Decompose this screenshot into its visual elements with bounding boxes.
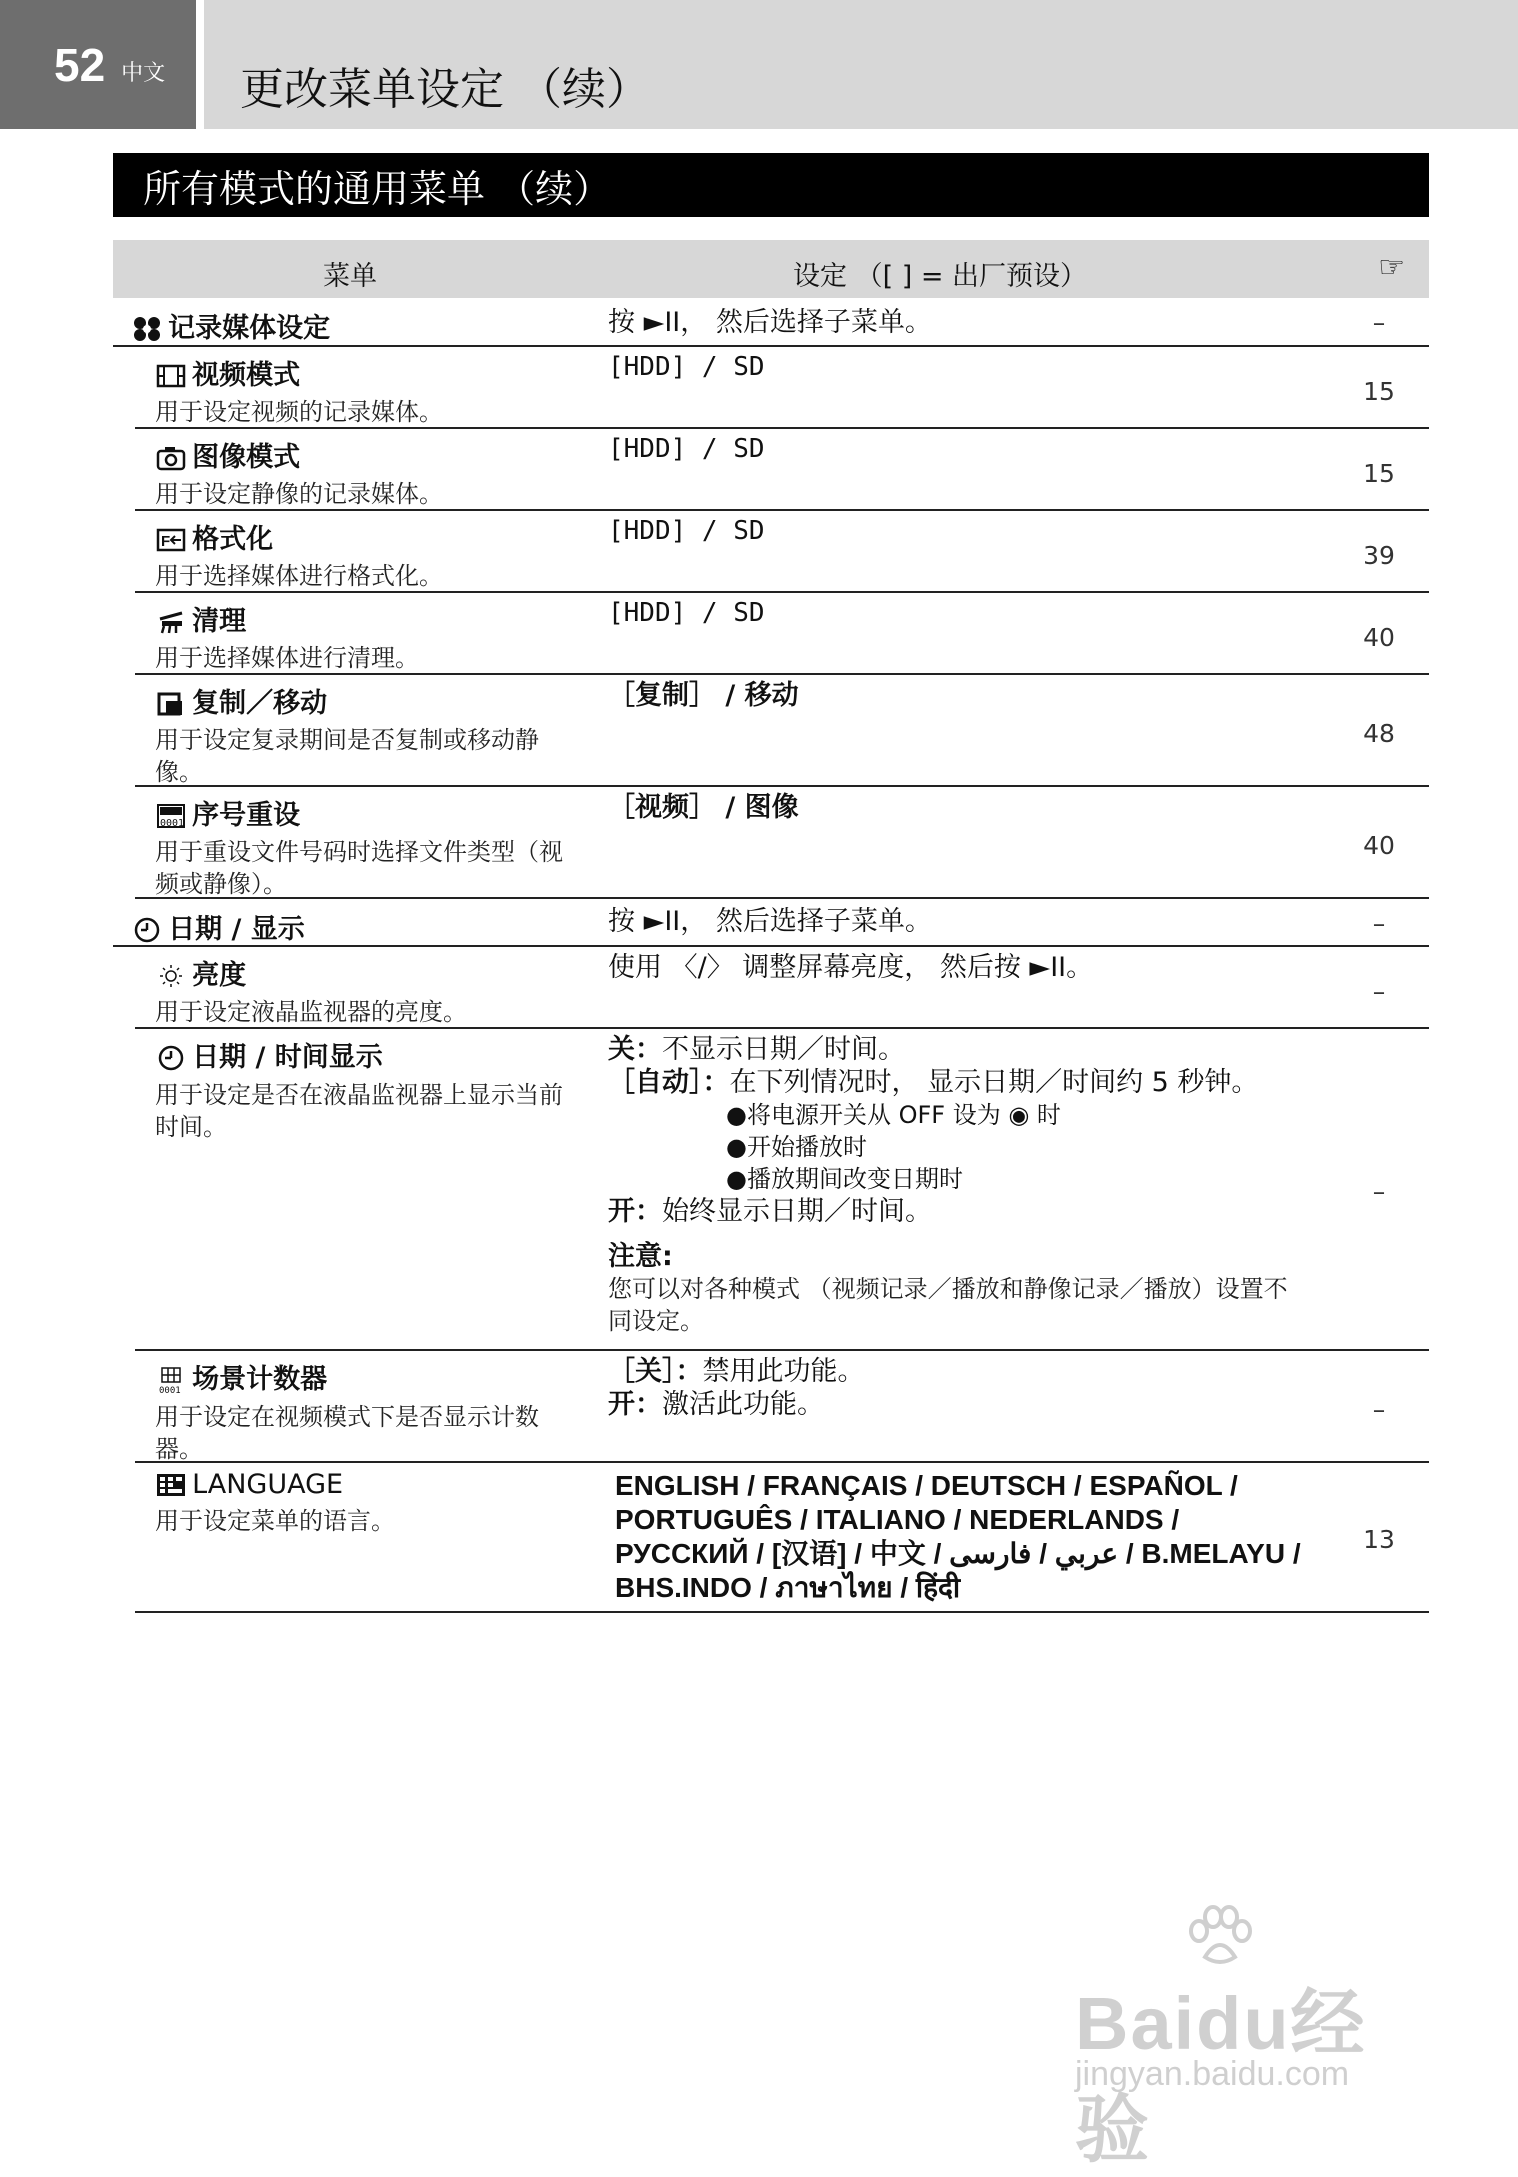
setting-text: [HDD] / SD — [608, 598, 765, 628]
watermark-logo: Baidu经验 — [1075, 1982, 1367, 2171]
film-icon — [155, 363, 187, 396]
menu-name: 亮度 — [192, 960, 247, 991]
page-ref: 39 — [1363, 541, 1395, 570]
page-language: 中文 — [121, 61, 166, 86]
language-icon — [155, 1472, 187, 1505]
table-row — [135, 1029, 1429, 1351]
option-label: 开： — [608, 1389, 662, 1420]
brush-icon — [155, 609, 187, 642]
page-ref: – — [1372, 909, 1386, 938]
option-text: 在下列情况时， 显示日期／时间约 5 秒钟。 — [729, 1067, 1259, 1098]
menu-description: 用于设定是否在液晶监视器上显示当前时间。 — [155, 1081, 563, 1141]
menu-name: 序号重设 — [192, 800, 301, 831]
menu-name: 视频模式 — [192, 360, 301, 391]
menu-description: 用于设定菜单的语言。 — [155, 1507, 395, 1535]
page-title: 更改菜单设定 （续） — [240, 63, 650, 115]
note-text: 您可以对各种模式 （视频记录／播放和静像记录／播放）设置不同设定。 — [608, 1275, 1288, 1335]
table-row — [135, 1351, 1429, 1463]
setting-text: [HDD] / SD — [608, 352, 765, 382]
bullet-item: ●开始播放时 — [726, 1133, 867, 1161]
menu-name: 图像模式 — [192, 442, 301, 473]
section-title: 所有模式的通用菜单 （续） — [143, 166, 612, 211]
menu-name: 场景计数器 — [192, 1364, 328, 1395]
menu-description: 用于设定复录期间是否复制或移动静像。 — [155, 726, 539, 786]
page-header — [204, 0, 1518, 129]
media-settings-icon — [131, 315, 163, 350]
language-list — [615, 1469, 1355, 1605]
table-header — [113, 240, 1429, 298]
menu-name: 记录媒体设定 — [168, 313, 331, 344]
table-row — [135, 593, 1429, 675]
language-line: ENGLISH / FRANÇAIS / DEUTSCH / ESPAÑOL / — [615, 1470, 1238, 1501]
page-number: 52 — [54, 38, 106, 91]
camera-icon — [155, 445, 187, 478]
table-row — [135, 429, 1429, 511]
menu-description: 用于设定静像的记录媒体。 — [155, 480, 443, 508]
copy-icon — [155, 691, 187, 724]
page-ref: 40 — [1363, 623, 1395, 652]
note-title: 注意: — [608, 1241, 673, 1272]
table-row — [135, 511, 1429, 593]
menu-name: 日期 / 显示 — [168, 914, 305, 945]
svg-text:0001: 0001 — [159, 1386, 181, 1394]
svg-text:0001: 0001 — [160, 818, 185, 829]
option-label: 开： — [608, 1196, 662, 1227]
section-bar — [113, 153, 1429, 217]
menu-name: LANGUAGE — [192, 1469, 344, 1500]
table-row — [113, 298, 1429, 347]
setting-text: 按 ►II， 然后选择子菜单。 — [608, 906, 932, 937]
page-ref: 15 — [1363, 377, 1395, 406]
setting-text: [HDD] / SD — [608, 434, 765, 464]
header-setting: 设定 （[ ] = 出厂预设） — [793, 261, 1088, 292]
option-text: 禁用此功能。 — [702, 1356, 865, 1387]
svg-text:F: F — [161, 533, 171, 550]
menu-description: 用于设定在视频模式下是否显示计数器。 — [155, 1403, 539, 1463]
table-row — [113, 899, 1429, 947]
page-number-block — [0, 0, 196, 129]
page-ref: 13 — [1363, 1525, 1395, 1554]
header-menu: 菜单 — [323, 261, 377, 292]
page-ref: – — [1372, 977, 1386, 1006]
language-line: BHS.INDO / ภาษาไทย / हिंदी — [615, 1572, 961, 1603]
menu-description: 用于重设文件号码时选择文件类型（视频或静像）。 — [155, 838, 563, 898]
menu-description: 用于选择媒体进行清理。 — [155, 644, 419, 672]
menu-description: 用于选择媒体进行格式化。 — [155, 562, 443, 590]
bullet-item: ●播放期间改变日期时 — [726, 1165, 963, 1193]
option-text: 激活此功能。 — [662, 1389, 824, 1420]
paw-icon — [1185, 1905, 1255, 1971]
setting-text: ［视频］ / 图像 — [608, 792, 799, 823]
menu-name: 复制／移动 — [192, 688, 328, 719]
page-ref: 48 — [1363, 719, 1395, 748]
language-line: PORTUGUÊS / ITALIANO / NEDERLANDS / — [615, 1504, 1180, 1535]
option-label: ［自动］： — [608, 1067, 730, 1098]
setting-text: ［复制］ / 移动 — [608, 680, 799, 711]
menu-name: 格式化 — [192, 524, 274, 555]
option-text: 不显示日期／时间。 — [662, 1034, 905, 1065]
reference-icon: ☞ — [1378, 250, 1405, 285]
page-ref: – — [1372, 1395, 1386, 1424]
page-ref: – — [1372, 308, 1386, 337]
page-ref: 15 — [1363, 459, 1395, 488]
language-line: РУССКИЙ / [汉语] / 中文 / عربي / فارسی / B.MELAYU / — [615, 1538, 1301, 1569]
setting-text: [HDD] / SD — [608, 516, 765, 546]
option-text: 始终显示日期／时间。 — [662, 1196, 932, 1227]
sun-icon — [155, 963, 187, 996]
setting-block — [608, 1033, 1348, 1337]
table-row — [135, 1463, 1429, 1613]
menu-name: 清理 — [192, 606, 247, 637]
watermark-url: jingyan.baidu.com — [1075, 2055, 1350, 2093]
option-label: 关： — [608, 1034, 662, 1065]
menu-description: 用于设定视频的记录媒体。 — [155, 398, 443, 426]
setting-text: 按 ►II， 然后选择子菜单。 — [608, 307, 932, 338]
table-row — [135, 787, 1429, 899]
clock-icon — [155, 1044, 187, 1079]
number-reset-icon — [155, 803, 187, 836]
page-ref: – — [1372, 1177, 1386, 1206]
option-label: ［关］： — [608, 1356, 703, 1387]
watermark — [1075, 1905, 1435, 2171]
menu-name: 日期 / 时间显示 — [192, 1042, 383, 1073]
format-icon — [155, 527, 187, 560]
clock-icon — [131, 916, 163, 951]
table-row — [135, 675, 1429, 787]
table-row — [135, 947, 1429, 1029]
bullet-item: ●将电源开关从 OFF 设为 ◉ 时 — [726, 1101, 1061, 1129]
setting-text: 使用 〈/〉 调整屏幕亮度， 然后按 ►II。 — [608, 952, 1094, 983]
page-ref: 40 — [1363, 831, 1395, 860]
menu-description: 用于设定液晶监视器的亮度。 — [155, 998, 467, 1026]
menu-table — [113, 240, 1429, 1613]
counter-icon — [155, 1366, 187, 1401]
setting-block — [608, 1355, 1348, 1421]
table-row — [135, 347, 1429, 429]
